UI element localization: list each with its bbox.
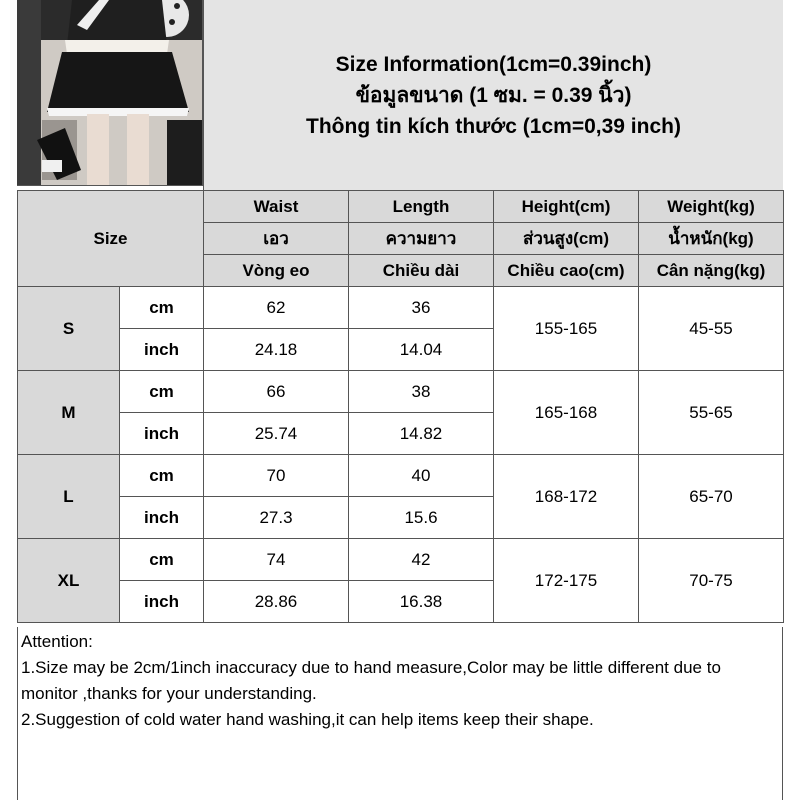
waist-cm-value: 62 [204, 287, 349, 329]
title-vietnamese: Thông tin kích thước (1cm=0,39 inch) [306, 114, 681, 138]
unit-cm: cm [120, 371, 204, 413]
weight-header-th: น้ำหนัก(kg) [639, 223, 784, 255]
length-inch-value: 14.04 [349, 329, 494, 371]
length-cm-value: 36 [349, 287, 494, 329]
height-header-vi: Chiều cao(cm) [494, 255, 639, 287]
unit-inch: inch [120, 497, 204, 539]
height-header-th: ส่วนสูง(cm) [494, 223, 639, 255]
length-inch-value: 15.6 [349, 497, 494, 539]
size-column-header: Size [18, 191, 204, 287]
size-label: L [18, 455, 120, 539]
length-cm-value: 40 [349, 455, 494, 497]
unit-inch: inch [120, 413, 204, 455]
size-label: S [18, 287, 120, 371]
unit-inch: inch [120, 329, 204, 371]
title-thai: ข้อมูลขนาด (1 ซม. = 0.39 นิ้ว) [355, 83, 632, 107]
table-row [18, 539, 784, 581]
length-header-th: ความยาว [349, 223, 494, 255]
height-value: 172-175 [494, 539, 639, 623]
height-value: 168-172 [494, 455, 639, 539]
attention-note-1: 1.Size may be 2cm/1inch inaccuracy due to hand measure,Color may be little different due to monitor ,thanks for your understanding. [21, 658, 721, 703]
unit-cm: cm [120, 455, 204, 497]
size-table [17, 190, 784, 623]
waist-inch-value: 25.74 [204, 413, 349, 455]
waist-header-th: เอว [204, 223, 349, 255]
waist-header-en: Waist [204, 191, 349, 223]
attention-note-2: 2.Suggestion of cold water hand washing,it can help items keep their shape. [21, 710, 594, 729]
unit-cm: cm [120, 287, 204, 329]
unit-cm: cm [120, 539, 204, 581]
attention-notes [17, 627, 783, 800]
waist-cm-value: 74 [204, 539, 349, 581]
waist-cm-value: 66 [204, 371, 349, 413]
weight-value: 45-55 [639, 287, 784, 371]
length-cm-value: 38 [349, 371, 494, 413]
length-cm-value: 42 [349, 539, 494, 581]
size-info-header [203, 0, 783, 190]
table-row [18, 455, 784, 497]
attention-title: Attention: [21, 632, 93, 651]
table-row [18, 371, 784, 413]
waist-cm-value: 70 [204, 455, 349, 497]
height-value: 165-168 [494, 371, 639, 455]
weight-header-en: Weight(kg) [639, 191, 784, 223]
weight-value: 55-65 [639, 371, 784, 455]
product-photo [17, 0, 203, 186]
height-value: 155-165 [494, 287, 639, 371]
length-inch-value: 14.82 [349, 413, 494, 455]
skirt-model-image [17, 0, 203, 186]
title-english: Size Information(1cm=0.39inch) [335, 52, 652, 76]
waist-inch-value: 24.18 [204, 329, 349, 371]
waist-inch-value: 28.86 [204, 581, 349, 623]
table-row [18, 287, 784, 329]
length-inch-value: 16.38 [349, 581, 494, 623]
size-chart [17, 0, 783, 800]
length-header-en: Length [349, 191, 494, 223]
size-label: M [18, 371, 120, 455]
weight-value: 65-70 [639, 455, 784, 539]
weight-value: 70-75 [639, 539, 784, 623]
weight-header-vi: Cân nặng(kg) [639, 255, 784, 287]
length-header-vi: Chiều dài [349, 255, 494, 287]
waist-header-vi: Vòng eo [204, 255, 349, 287]
size-label: XL [18, 539, 120, 623]
waist-inch-value: 27.3 [204, 497, 349, 539]
height-header-en: Height(cm) [494, 191, 639, 223]
unit-inch: inch [120, 581, 204, 623]
